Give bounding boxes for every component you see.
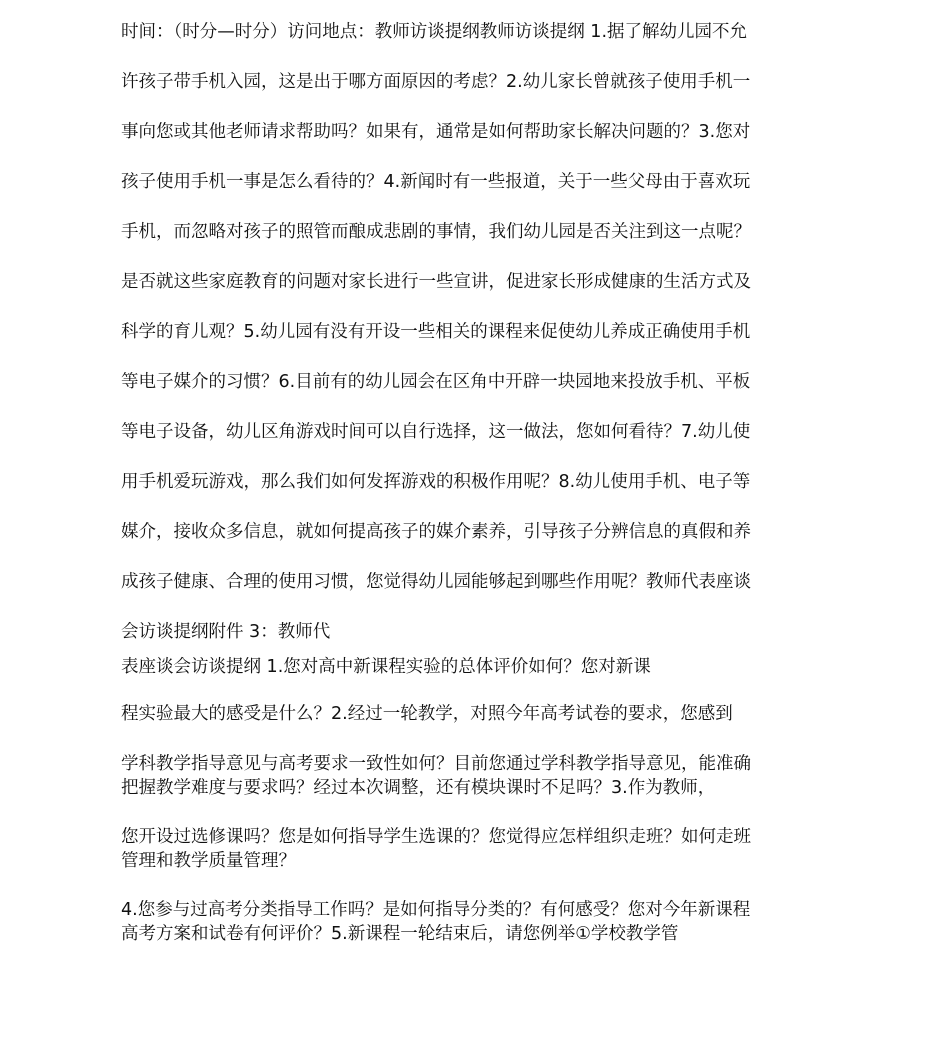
text-line: 媒介，接收众多信息，就如何提高孩子的媒介素养，引导孩子分辨信息的真假和养 — [121, 522, 751, 542]
text-line: 4.您参与过高考分类指导工作吗？是如何指导分类的？有何感受？您对今年新课程 — [121, 900, 751, 920]
text-line: 等电子媒介的习惯？6.目前有的幼儿园会在区角中开辟一块园地来投放手机、平板 — [121, 372, 751, 392]
text-line: 事向您或其他老师请求帮助吗？如果有，通常是如何帮助家长解决问题的？3.您对 — [121, 122, 751, 142]
text-line: 手机，而忽略对孩子的照管而酿成悲剧的事情，我们幼儿园是否关注到这一点呢？ — [121, 222, 751, 242]
text-line: 用手机爱玩游戏，那么我们如何发挥游戏的积极作用呢？8.幼儿使用手机、电子等 — [121, 472, 751, 492]
text-line: 表座谈会访谈提纲 1.您对高中新课程实验的总体评价如何？您对新课 — [121, 657, 651, 677]
text-line: 程实验最大的感受是什么？2.经过一轮教学，对照今年高考试卷的要求，您感到 — [121, 704, 733, 724]
text-line: 把握教学难度与要求吗？经过本次调整，还有模块课时不足吗？3.作为教师， — [121, 778, 716, 798]
text-line: 许孩子带手机入园，这是出于哪方面原因的考虑？2.幼儿家长曾就孩子使用手机一 — [121, 72, 751, 92]
text-line: 管理和教学质量管理？ — [121, 851, 296, 871]
text-line: 高考方案和试卷有何评价？5.新课程一轮结束后，请您例举①学校教学管 — [121, 924, 679, 944]
text-line: 科学的育儿观？5.幼儿园有没有开设一些相关的课程来促使幼儿养成正确使用手机 — [121, 322, 751, 342]
text-line: 学科教学指导意见与高考要求一致性如何？目前您通过学科教学指导意见，能准确 — [121, 754, 751, 774]
text-line: 是否就这些家庭教育的问题对家长进行一些宣讲，促进家长形成健康的生活方式及 — [121, 272, 751, 292]
text-line: 时间：（时分—时分）访问地点：教师访谈提纲教师访谈提纲 1.据了解幼儿园不允 — [121, 22, 748, 42]
text-line: 孩子使用手机一事是怎么看待的？4.新闻时有一些报道，关于一些父母由于喜欢玩 — [121, 172, 751, 192]
text-line: 成孩子健康、合理的使用习惯，您觉得幼儿园能够起到哪些作用呢？教师代表座谈 — [121, 572, 751, 592]
text-line: 等电子设备，幼儿区角游戏时间可以自行选择，这一做法，您如何看待？7.幼儿使 — [121, 422, 751, 442]
text-line: 会访谈提纲附件 3：教师代 — [121, 622, 331, 642]
text-line: 您开设过选修课吗？您是如何指导学生选课的？您觉得应怎样组织走班？如何走班 — [121, 827, 751, 847]
